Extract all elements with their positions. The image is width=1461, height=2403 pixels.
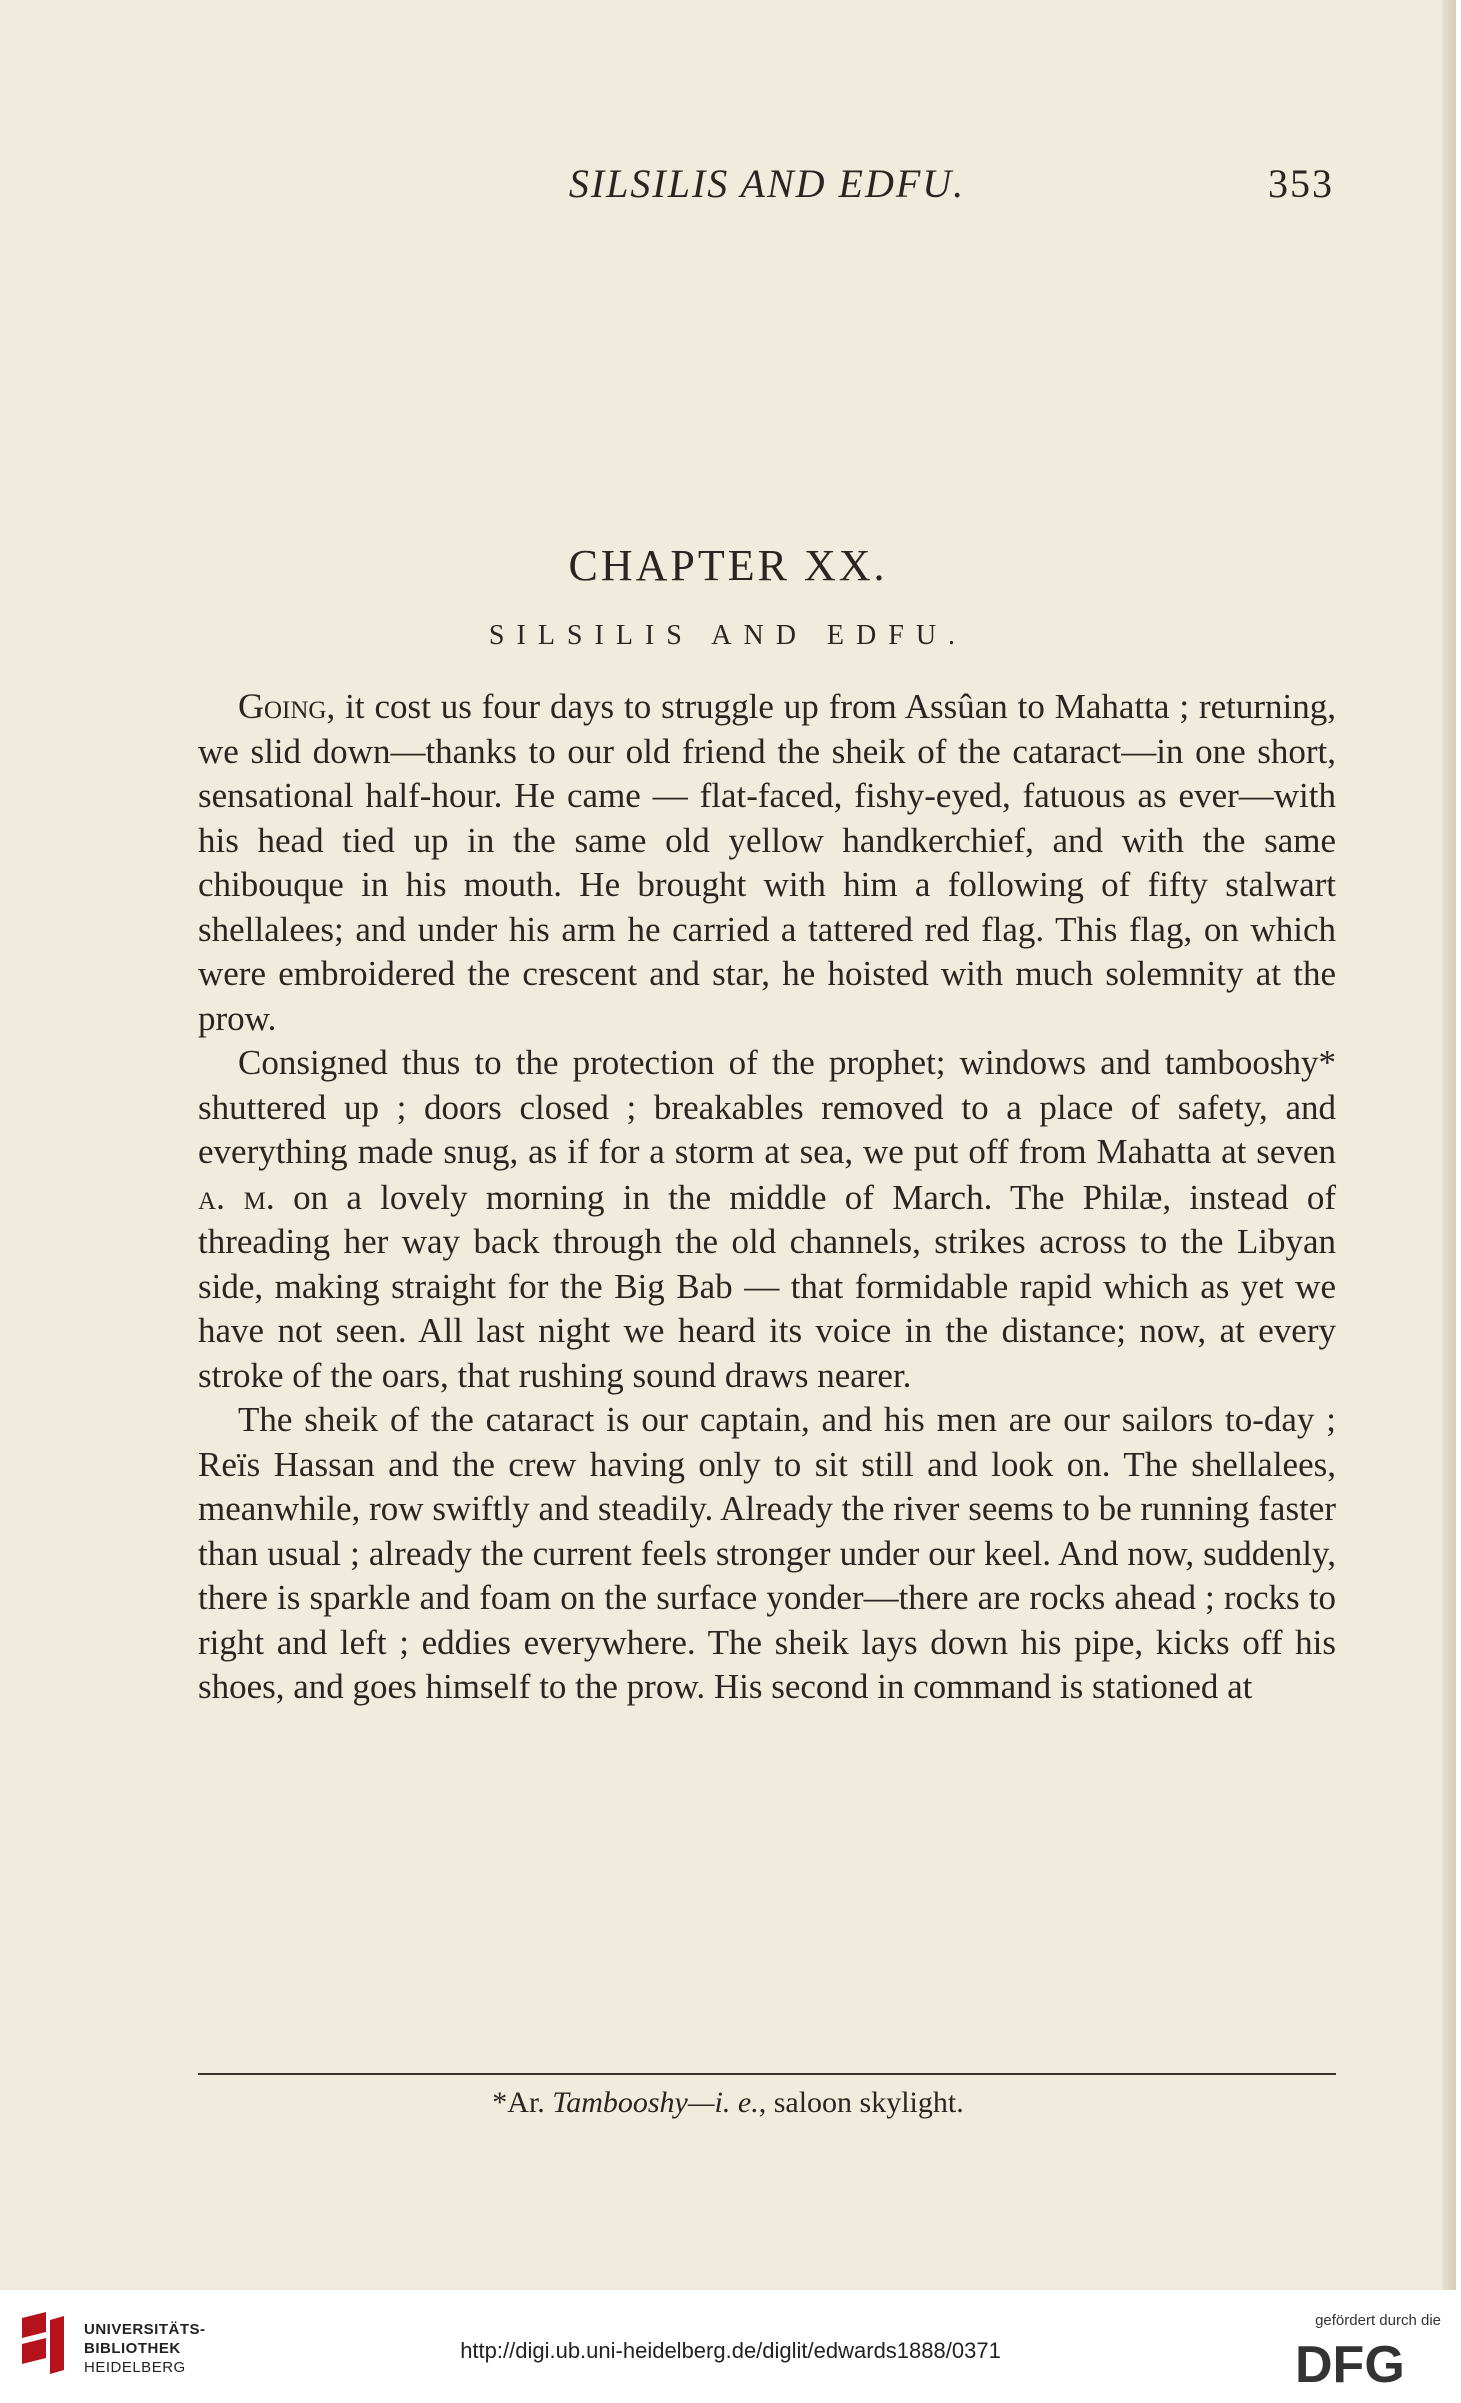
paragraph-2	[198, 1041, 1336, 1398]
running-title: SILSILIS AND EDFU.	[568, 161, 966, 206]
paragraph-1-text: , it cost us four days to struggle up from Assûan to Mahatta ; returning, we slid down—thanks to our old friend the sheik of the cataract—in one short, sensational half-hour. He came — flat-faced, fishy-eyed, fatuous as ever—with his head tied up in the same old yellow handkerchief, and with the same chibouque in his mouth. He brought with him a following of fifty stalwart shellalees; and under his arm he carried a tattered red flag. This flag, on which were embroidered the crescent and star, he hoisted with much solemnity at the prow.	[198, 687, 1336, 1038]
dfg-logo-text: DFG	[1295, 2336, 1405, 2390]
page-edge	[1442, 0, 1456, 2290]
paragraph-3: The sheik of the cataract is our captain, and his men are our sailors to-day ; Reïs Hassan and the crew having only to sit still and look on. The shellalees, meanwhile, row swiftly and steadily. Already the river seems to be running faster than usual ; already the current feels stronger under our keel. And now, suddenly, there is sparkle and foam on the surface yonder—there are rocks ahead ; rocks to right and left ; eddies everywhere. The sheik lays down his pipe, kicks off his shoes, and goes himself to the prow. His second in command is stationed at	[198, 1400, 1336, 1706]
library-name-line-1: UNIVERSITÄTS-	[84, 2321, 206, 2338]
footnote-gloss: , saloon skylight.	[758, 2086, 964, 2119]
paragraph-lead-word: Going	[238, 686, 327, 726]
body-text	[198, 684, 1336, 1710]
time-abbreviation: a. m.	[198, 1176, 275, 1217]
footnote	[0, 2086, 1456, 2120]
running-head	[200, 160, 1334, 210]
chapter-title: CHAPTER XX.	[568, 541, 888, 590]
chapter-subtitle: SILSILIS AND EDFU.	[488, 620, 968, 651]
paragraph-1	[198, 684, 1336, 1041]
paragraph-2-text-a: Consigned thus to the protection of the prophet; windows and tambooshy* shuttered up ; doors closed ; breakables removed to a place of safety, and everything made snug, as if for a storm at sea, we put off from Mahatta at seven	[198, 1043, 1336, 1171]
footnote-rule	[198, 2073, 1336, 2075]
page-number: 353	[1268, 161, 1334, 206]
footnote-term: Tambooshy	[552, 2086, 688, 2119]
footnote-prefix: *Ar.	[492, 2086, 553, 2119]
library-name-line-2: BIBLIOTHEK	[84, 2340, 181, 2357]
footnote-ie: —i. e.	[687, 2086, 759, 2119]
paragraph-2-text-b: on a lovely morning in the middle of March. The Philæ, instead of threading her way back through the old channels, strikes across to the Libyan side, making straight for the Big Bab — that formidable rapid which as yet we have not seen. All last night we heard its voice in the distance; now, at every stroke of the oars, that rushing sound draws nearer.	[198, 1177, 1336, 1395]
dfg-logo-icon	[1291, 2334, 1441, 2390]
source-url-link[interactable]: http://digi.ub.uni-heidelberg.de/diglit/edwards1888/0371	[460, 2338, 1001, 2363]
funder-note: gefördert durch die	[1315, 2312, 1441, 2329]
digitization-footer	[0, 2290, 1461, 2403]
library-name-line-3: HEIDELBERG	[84, 2359, 186, 2376]
